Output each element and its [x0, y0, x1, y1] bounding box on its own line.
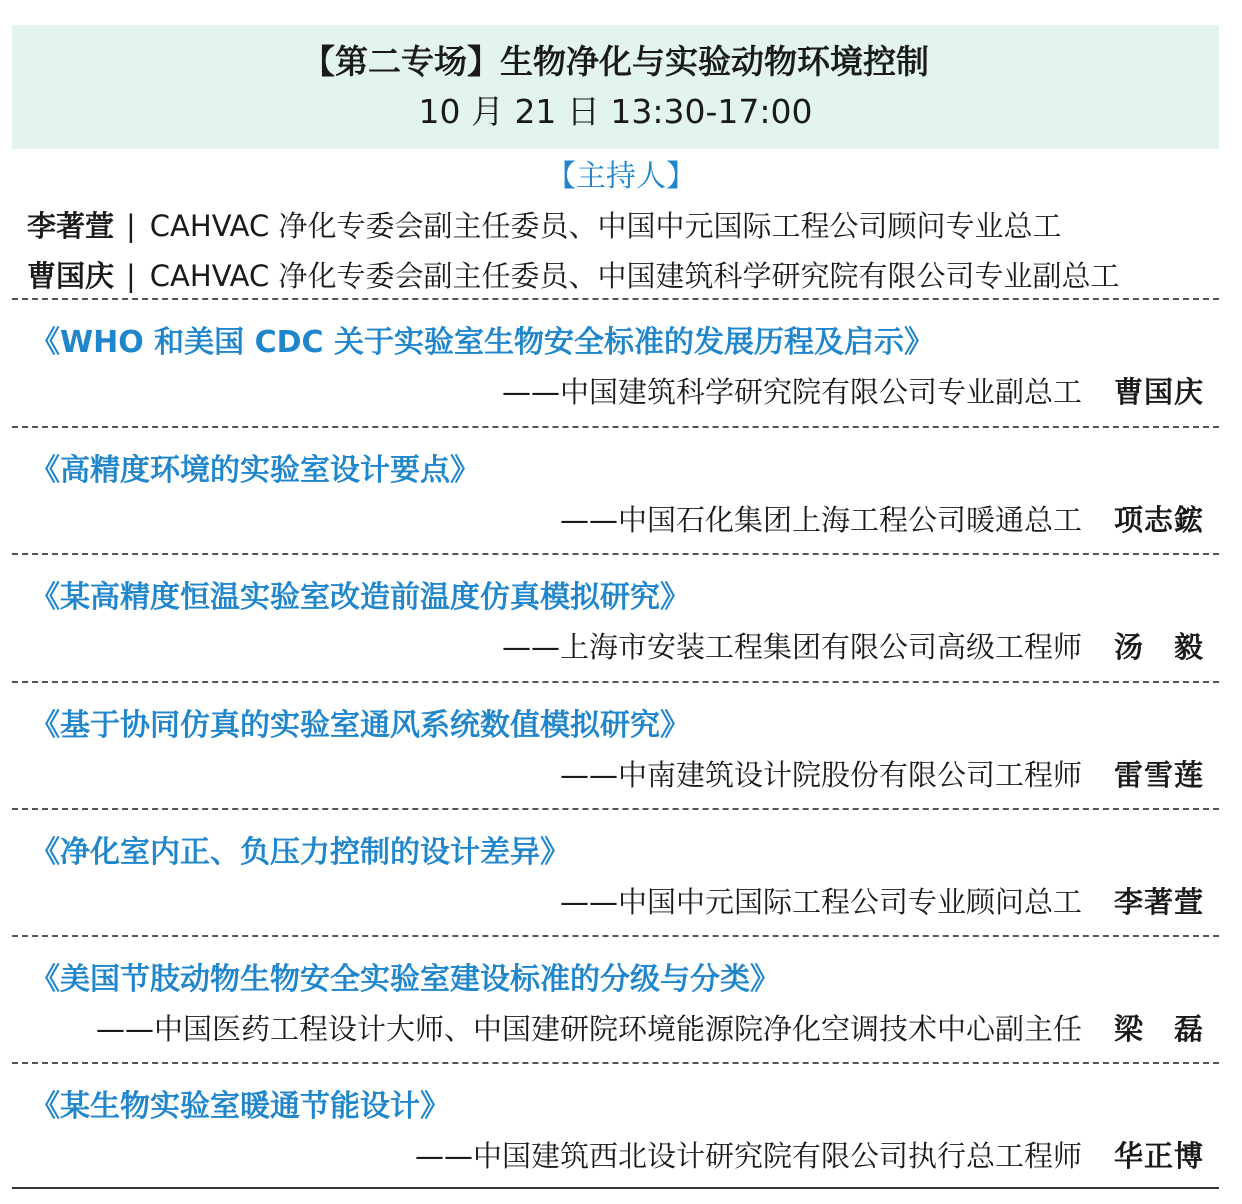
host-row	[27, 205, 1061, 247]
speaker-affiliation: ——中国医药工程设计大师、中国建研院环境能源院净化空调技术中心副主任	[95, 1012, 1082, 1046]
session-time: 10 月 21 日 13:30-17:00	[418, 92, 813, 131]
talk-item	[0, 936, 1242, 1064]
host-name: 李著萱	[27, 209, 115, 243]
speaker-affiliation: ——中国建筑科学研究院有限公司专业副总工	[501, 375, 1082, 409]
talk-title: 《某高精度恒温实验室改造前温度仿真模拟研究》	[30, 580, 690, 615]
talk-item	[0, 554, 1242, 682]
talk-title: 《某生物实验室暖通节能设计》	[30, 1089, 450, 1124]
speaker-affiliation: ——中国建筑西北设计研究院有限公司执行总工程师	[414, 1139, 1082, 1173]
talk-speaker	[560, 881, 1204, 923]
talk-item	[0, 682, 1242, 810]
speaker-name: 李著萱	[1113, 885, 1204, 919]
talk-title: 《基于协同仿真的实验室通风系统数值模拟研究》	[30, 708, 690, 743]
talk-item	[0, 299, 1242, 427]
speaker-name: 曹国庆	[1113, 375, 1204, 409]
session-title: 【第二专场】生物净化与实验动物环境控制	[302, 42, 929, 81]
host-role: CAHVAC 净化专委会副主任委员、中国中元国际工程公司顾问专业总工	[149, 209, 1062, 243]
host-role: CAHVAC 净化专委会副主任委员、中国建筑科学研究院有限公司专业副总工	[149, 259, 1120, 293]
talk-speaker	[502, 626, 1204, 668]
speaker-name: 梁 磊	[1113, 1012, 1204, 1046]
speaker-name: 项志鋐	[1113, 503, 1204, 537]
speaker-name: 华正博	[1113, 1139, 1204, 1173]
talk-speaker	[415, 1135, 1204, 1177]
talk-speaker	[560, 499, 1204, 541]
host-row	[27, 255, 1119, 297]
speaker-affiliation: ——上海市安装工程集团有限公司高级工程师	[501, 630, 1082, 664]
speaker-name: 雷雪莲	[1113, 758, 1204, 792]
session-header	[12, 25, 1219, 149]
bottom-rule	[12, 1187, 1219, 1189]
talk-title: 《WHO 和美国 CDC 关于实验室生物安全标准的发展历程及启示》	[30, 325, 934, 360]
talk-title: 《高精度环境的实验室设计要点》	[30, 453, 480, 488]
speaker-name: 汤 毅	[1113, 630, 1204, 664]
host-heading: 【主持人】	[546, 159, 696, 194]
talk-item	[0, 427, 1242, 555]
host-separator: |	[126, 209, 136, 243]
speaker-affiliation: ——中南建筑设计院股份有限公司工程师	[559, 758, 1082, 792]
talk-speaker	[96, 1008, 1204, 1050]
talk-title: 《净化室内正、负压力控制的设计差异》	[30, 835, 570, 870]
speaker-affiliation: ——中国中元国际工程公司专业顾问总工	[559, 885, 1082, 919]
talk-title: 《美国节肢动物生物安全实验室建设标准的分级与分类》	[30, 962, 780, 997]
talk-item	[0, 1063, 1242, 1191]
host-separator: |	[126, 259, 136, 293]
talk-speaker	[560, 754, 1204, 796]
talk-item	[0, 809, 1242, 937]
speaker-affiliation: ——中国石化集团上海工程公司暖通总工	[559, 503, 1082, 537]
talk-speaker	[502, 371, 1204, 413]
host-name: 曹国庆	[27, 259, 115, 293]
